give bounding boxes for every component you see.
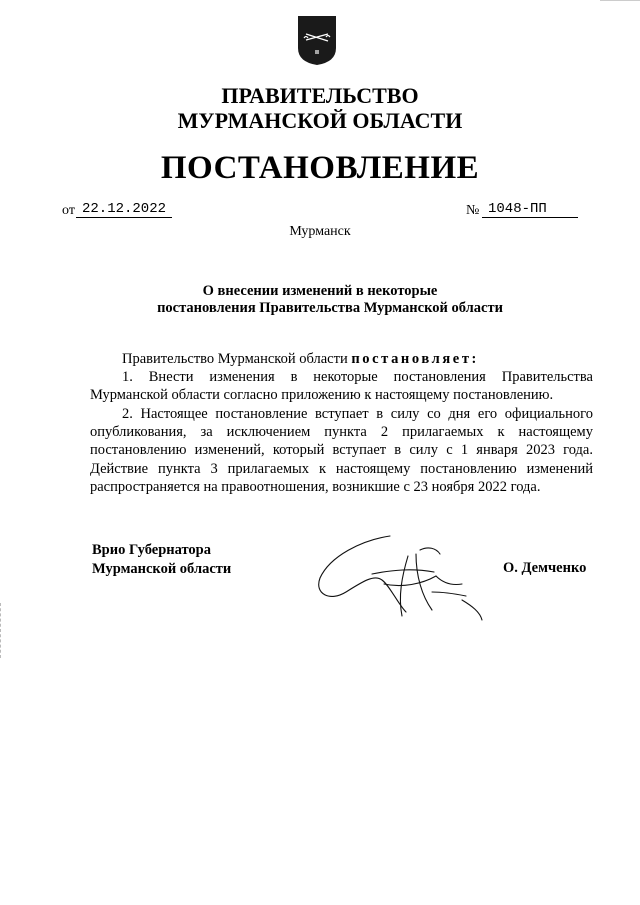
signatory-position bbox=[92, 541, 231, 579]
coat-of-arms-icon bbox=[296, 14, 338, 66]
document-number: 1048-ПП bbox=[482, 201, 578, 218]
signatory-name: О. Демченко bbox=[503, 560, 587, 576]
city: Мурманск bbox=[289, 224, 351, 239]
number-prefix: № bbox=[466, 203, 480, 218]
intro-text: Правительство Мурманской области bbox=[122, 351, 352, 367]
scan-corner-mark bbox=[600, 0, 640, 4]
body-paragraph-1: 1. Внести изменения в некоторые постановления Правительства Мурманской области согласно приложению к настоящему постановлению. bbox=[90, 369, 593, 404]
document-type: ПОСТАНОВЛЕНИЕ bbox=[160, 150, 480, 186]
scan-edge-mark bbox=[0, 603, 4, 658]
signatory-position-line2: Мурманской области bbox=[92, 561, 232, 577]
document-date: 22.12.2022 bbox=[76, 201, 172, 218]
signatory-position-line1: Врио Губернатора bbox=[92, 542, 211, 558]
date-prefix: от bbox=[62, 203, 75, 218]
organization-name-line2: МУРМАНСКОЙ ОБЛАСТИ bbox=[177, 108, 463, 133]
intro-emphasis: постановляет: bbox=[351, 351, 479, 367]
document-title-line2: постановления Правительства Мурманской области bbox=[157, 300, 503, 316]
body-intro bbox=[90, 350, 593, 368]
body-paragraph-2: 2. Настоящее постановление вступает в силу со дня его официального опубликования, за исключением пункта 2 прилагаемых к настоящему постановлению изменений, который вступает в силу с 1 января 2023 года. Действие пункта 3 прилагаемых к настоящему постановлению изменений распространяется на правоотношения, возникшие с 23 ноября 2022 года. bbox=[90, 406, 593, 495]
handwritten-signature-icon bbox=[312, 526, 492, 626]
organization-name-line1: ПРАВИТЕЛЬСТВО bbox=[221, 83, 419, 108]
document-title-line1: О внесении изменений в некоторые bbox=[202, 283, 438, 299]
